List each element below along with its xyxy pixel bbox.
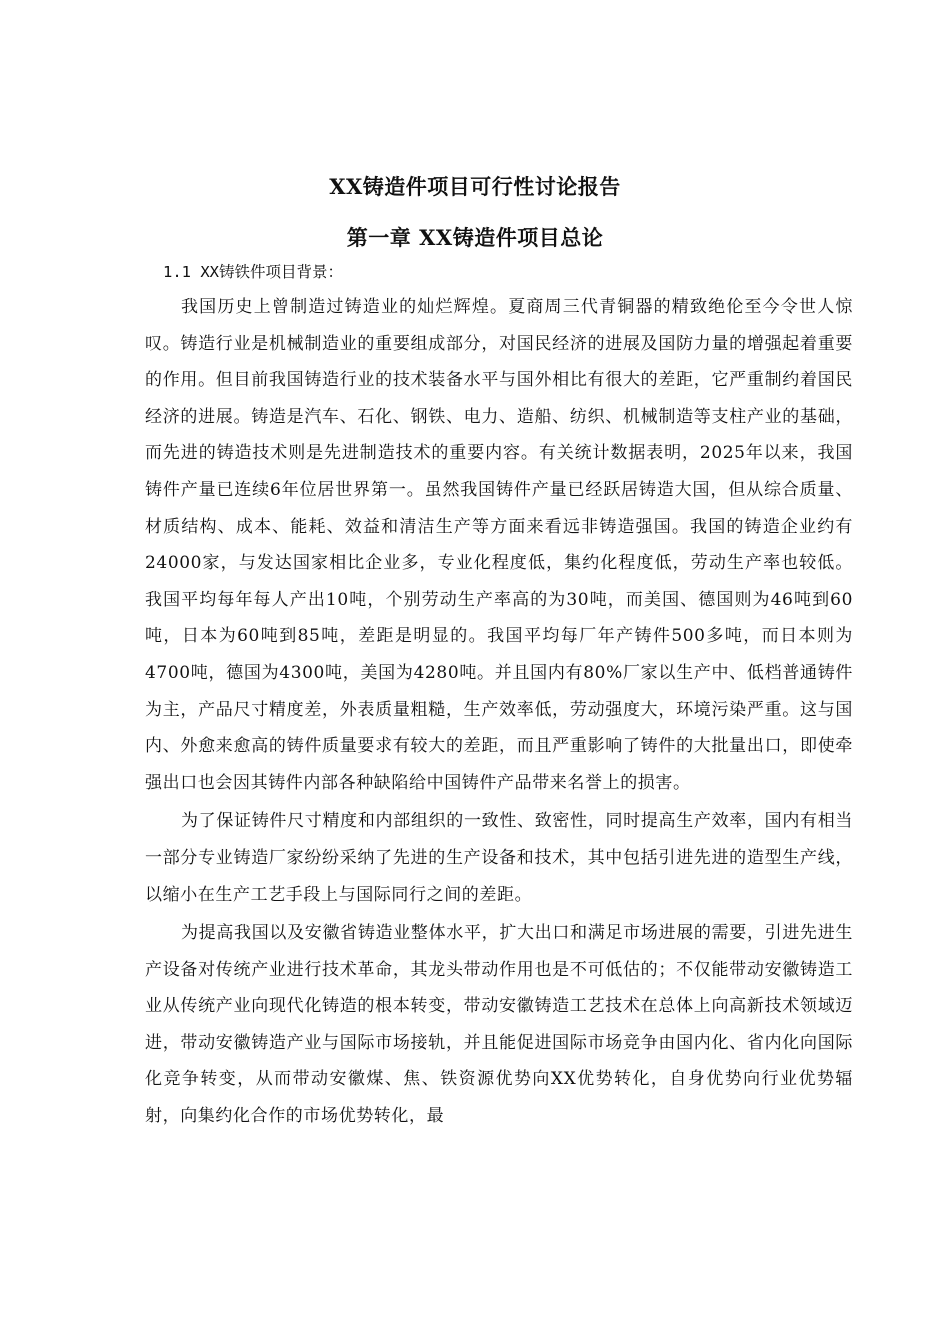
paragraph: 为了保证铸件尺寸精度和内部组织的一致性、致密性，同时提高生产效率，国内有相当一部分专业铸造厂家纷纷采纳了先进的生产设备和技术，其中包括引进先进的造型生产线，以缩小在生产工艺手段上与国际同行之间的差距。 [145, 811, 853, 905]
section-heading: 1.1 XX铸铁件项目背景： [163, 263, 343, 281]
body-text [145, 289, 853, 1137]
document-title: XX铸造件项目可行性讨论报告 [329, 174, 621, 199]
chapter-title: 第一章 XX铸造件项目总论 [346, 225, 604, 250]
paragraph: 我国历史上曾制造过铸造业的灿烂辉煌。夏商周三代青铜器的精致绝伦至今令世人惊叹。铸造行业是机械制造业的重要组成部分，对国民经济的进展及国防力量的增强起着重要的作用。但目前我国铸造行业的技术装备水平与国外相比有很大的差距，它严重制约着国民经济的进展。铸造是汽车、石化、钢铁、电力、造船、纺织、机械制造等支柱产业的基础，而先进的铸造技术则是先进制造技术的重要内容。有关统计数据表明，2025年以来，我国铸件产量已连续6年位居世界第一。虽然我国铸件产量已经跃居铸造大国，但从综合质量、材质结构、成本、能耗、效益和清洁生产等方面来看远非铸造强国。我国的铸造企业约有24000家，与发达国家相比企业多，专业化程度低，集约化程度低，劳动生产率也较低。我国平均每年每人产出10吨，个别劳动生产率高的为30吨，而美国、德国则为46吨到60吨，日本为60吨到85吨，差距是明显的。我国平均每厂年产铸件500多吨，而日本则为4700吨，德国为4300吨，美国为4280吨。并且国内有80%厂家以生产中、低档普通铸件为主，产品尺寸精度差，外表质量粗糙，生产效率低，劳动强度大，环境污染严重。这与国内、外愈来愈高的铸件质量要求有较大的差距，而且严重影响了铸件的大批量出口，即使牵强出口也会因其铸件内部各种缺陷给中国铸件产品带来名誉上的损害。 [145, 297, 853, 793]
paragraph: 为提高我国以及安徽省铸造业整体水平，扩大出口和满足市场进展的需要，引进先进生产设备对传统产业进行技术革命，其龙头带动作用也是不可低估的；不仅能带动安徽铸造工业从传统产业向现代化铸造的根本转变，带动安徽铸造工艺技术在总体上向高新技术领域迈进，带动安徽铸造产业与国际市场接轨，并且能促进国际市场竞争由国内化、省内化向国际化竞争转变，从而带动安徽煤、焦、铁资源优势向XX优势转化，自身优势向行业优势辐射，向集约化合作的市场优势转化，最 [145, 923, 853, 1127]
